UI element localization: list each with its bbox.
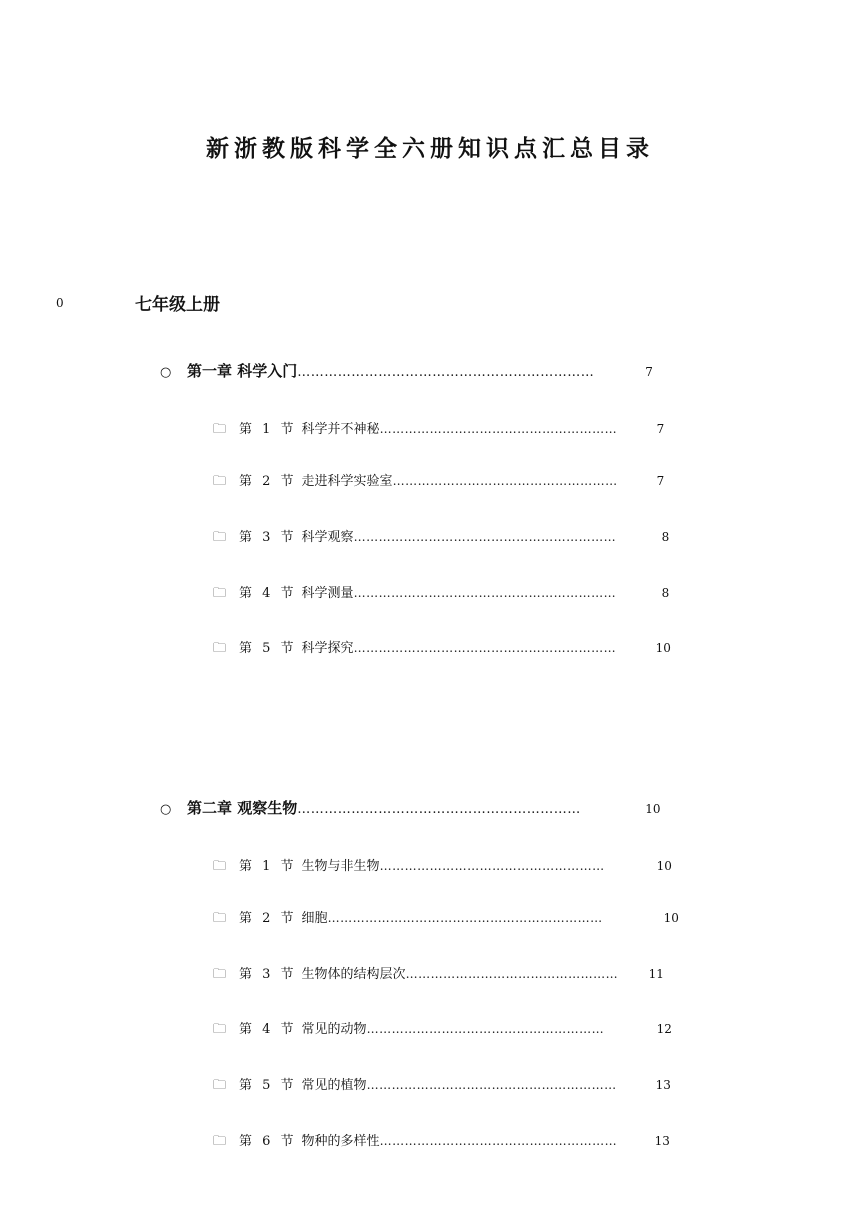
section-label: 第 3 节: [239, 967, 294, 982]
section-name: 生物与非生物: [301, 859, 380, 874]
volume-title: 七年级上册: [135, 295, 220, 315]
toc-section[interactable]: [213, 637, 671, 661]
folder-icon: 🗀: [213, 1078, 227, 1093]
section-label: 第 1 节: [239, 859, 294, 874]
folder-icon: 🗀: [213, 859, 227, 874]
folder-icon: 🗀: [213, 530, 227, 545]
chapter-bullet-icon: ○: [160, 802, 172, 817]
section-label: 第 3 节: [239, 530, 294, 545]
toc-section[interactable]: [213, 1018, 672, 1042]
section-name: 科学观察: [301, 530, 354, 545]
folder-icon: 🗀: [213, 1134, 227, 1149]
page-number: 8: [661, 530, 670, 544]
dot-leader: ………………………………………………………: [353, 586, 617, 600]
section-name: 科学探究: [301, 641, 354, 656]
section-name: 走进科学实验室: [301, 474, 393, 489]
section-label: 第 4 节: [239, 1022, 294, 1037]
folder-icon: 🗀: [213, 641, 227, 656]
folder-icon: 🗀: [213, 422, 227, 437]
section-name: 常见的动物: [301, 1022, 367, 1037]
toc-section[interactable]: [213, 907, 679, 931]
section-name: 科学测量: [301, 586, 354, 601]
toc-section[interactable]: [213, 1074, 671, 1098]
chapter-bullet-icon: ○: [160, 365, 172, 380]
toc-section[interactable]: [213, 470, 664, 494]
toc-chapter-1[interactable]: [160, 360, 653, 381]
dot-leader: ………………………………………………………: [353, 530, 617, 544]
dot-leader: ………………………………………………………: [297, 802, 581, 817]
section-name: 生物体的结构层次: [301, 967, 406, 982]
page-number: 7: [656, 422, 665, 436]
dot-leader: …………………………………………………………: [297, 365, 595, 380]
toc-section[interactable]: [213, 582, 669, 606]
section-name: 物种的多样性: [301, 1134, 380, 1149]
folder-icon: 🗀: [213, 474, 227, 489]
section-label: 第 4 节: [239, 586, 294, 601]
section-label: 第 5 节: [239, 1078, 294, 1093]
section-label: 第 5 节: [239, 641, 294, 656]
toc-section[interactable]: [213, 1130, 670, 1154]
toc-section[interactable]: [213, 526, 669, 550]
section-name: 科学并不神秘: [301, 422, 380, 437]
dot-leader: …………………………………………………: [379, 422, 618, 436]
dot-leader: ……………………………………………: [405, 967, 619, 981]
section-name: 细胞: [301, 911, 328, 926]
document-title: 新浙教版科学全六册知识点汇总目录: [206, 136, 654, 162]
page-number: 10: [656, 859, 672, 873]
dot-leader: ………………………………………………: [379, 859, 605, 873]
page-number: 10: [655, 641, 671, 655]
dot-leader: …………………………………………………: [379, 1134, 618, 1148]
folder-icon: 🗀: [213, 911, 227, 926]
chapter-title: 第一章 科学入门: [187, 362, 298, 380]
toc-chapter-2[interactable]: [160, 797, 661, 818]
toc-section[interactable]: [213, 418, 664, 442]
chapter-title: 第二章 观察生物: [187, 799, 298, 817]
section-label: 第 1 节: [239, 422, 294, 437]
dot-leader: ……………………………………………………: [366, 1078, 617, 1092]
dot-leader: …………………………………………………………: [327, 911, 603, 925]
toc-section[interactable]: [213, 855, 672, 879]
page-number: 7: [656, 474, 665, 488]
page-number: 10: [645, 802, 661, 816]
page-number: 13: [655, 1078, 671, 1092]
dot-leader: ………………………………………………………: [353, 641, 617, 655]
section-label: 第 2 节: [239, 474, 294, 489]
section-label: 第 2 节: [239, 911, 294, 926]
page-number: 12: [656, 1022, 672, 1036]
section-name: 常见的植物: [301, 1078, 367, 1093]
page-number: 10: [663, 911, 679, 925]
toc-section[interactable]: [213, 963, 664, 987]
dot-leader: ………………………………………………: [392, 474, 618, 488]
page-number: 13: [654, 1134, 670, 1148]
section-label: 第 6 节: [239, 1134, 294, 1149]
page-number: 11: [648, 967, 664, 981]
folder-icon: 🗀: [213, 586, 227, 601]
dot-leader: …………………………………………………: [366, 1022, 605, 1036]
volume-list-marker: 0: [56, 296, 64, 310]
page-number: 7: [645, 365, 653, 379]
page-number: 8: [661, 586, 670, 600]
folder-icon: 🗀: [213, 1022, 227, 1037]
folder-icon: 🗀: [213, 967, 227, 982]
